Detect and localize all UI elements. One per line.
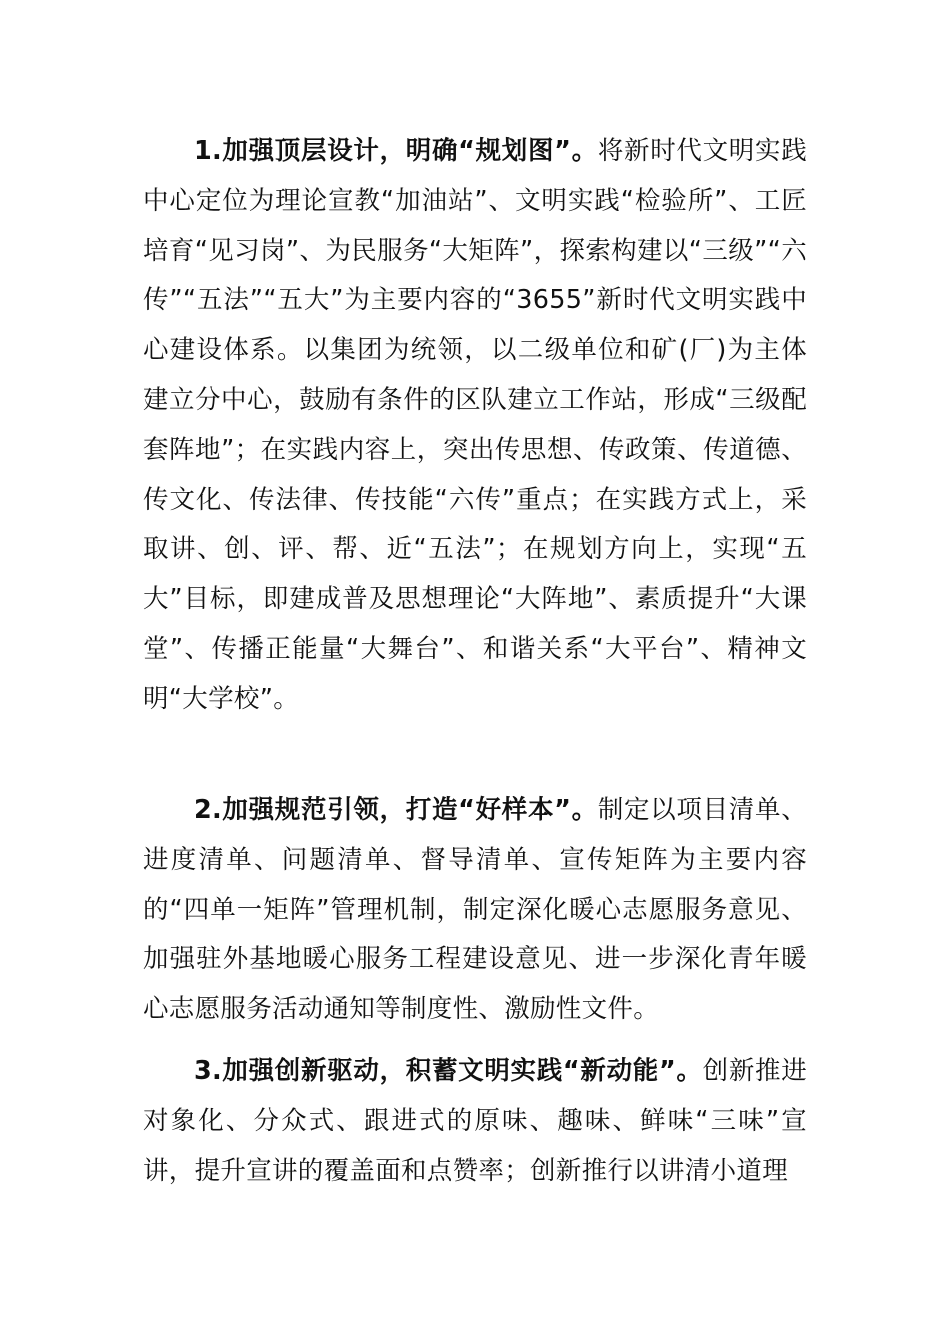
paragraph-3 <box>143 1047 807 1196</box>
paragraph-2 <box>143 786 807 1035</box>
paragraph-1-body: 将新时代文明实践中心定位为理论宣教“加油站”、文明实践“检验所”、工匠培育“见习岗”、为民服务“大矩阵”，探索构建以“三级”“六传”“五法”“五大”为主要内容的“3655”新时代文明实践中心建设体系。以集团为统领，以二级单位和矿(厂)为主体建立分中心，鼓励有条件的区队建立工作站，形成“三级配套阵地”；在实践内容上，突出传思想、传政策、传道德、传文化、传法律、传技能“六传”重点；在实践方式上，采取讲、创、评、帮、近“五法”；在规划方向上，实现“五大”目标，即建成普及思想理论“大阵地”、素质提升“大课堂”、传播正能量“大舞台”、和谐关系“大平台”、精神文明“大学校”。 <box>143 136 807 714</box>
paragraph-1 <box>143 127 807 725</box>
paragraph-2-body: 制定以项目清单、进度清单、问题清单、督导清单、宣传矩阵为主要内容的“四单一矩阵”管理机制，制定深化暖心志愿服务意见、加强驻外基地暖心服务工程建设意见、进一步深化青年暖心志愿服务活动通知等制度性、激励性文件。 <box>143 795 807 1025</box>
paragraph-3-heading: 3.加强创新驱动，积蓄文明实践“新动能”。 <box>194 1056 703 1086</box>
paragraph-1-heading: 1.加强顶层设计，明确“规划图”。 <box>194 136 598 166</box>
paragraph-2-heading: 2.加强规范引领，打造“好样本”。 <box>194 795 598 825</box>
paragraph-3-body: 创新推进对象化、分众式、跟进式的原味、趣味、鲜味“三味”宣讲，提升宣讲的覆盖面和点赞率；创新推行以讲清小道理 <box>143 1056 808 1186</box>
